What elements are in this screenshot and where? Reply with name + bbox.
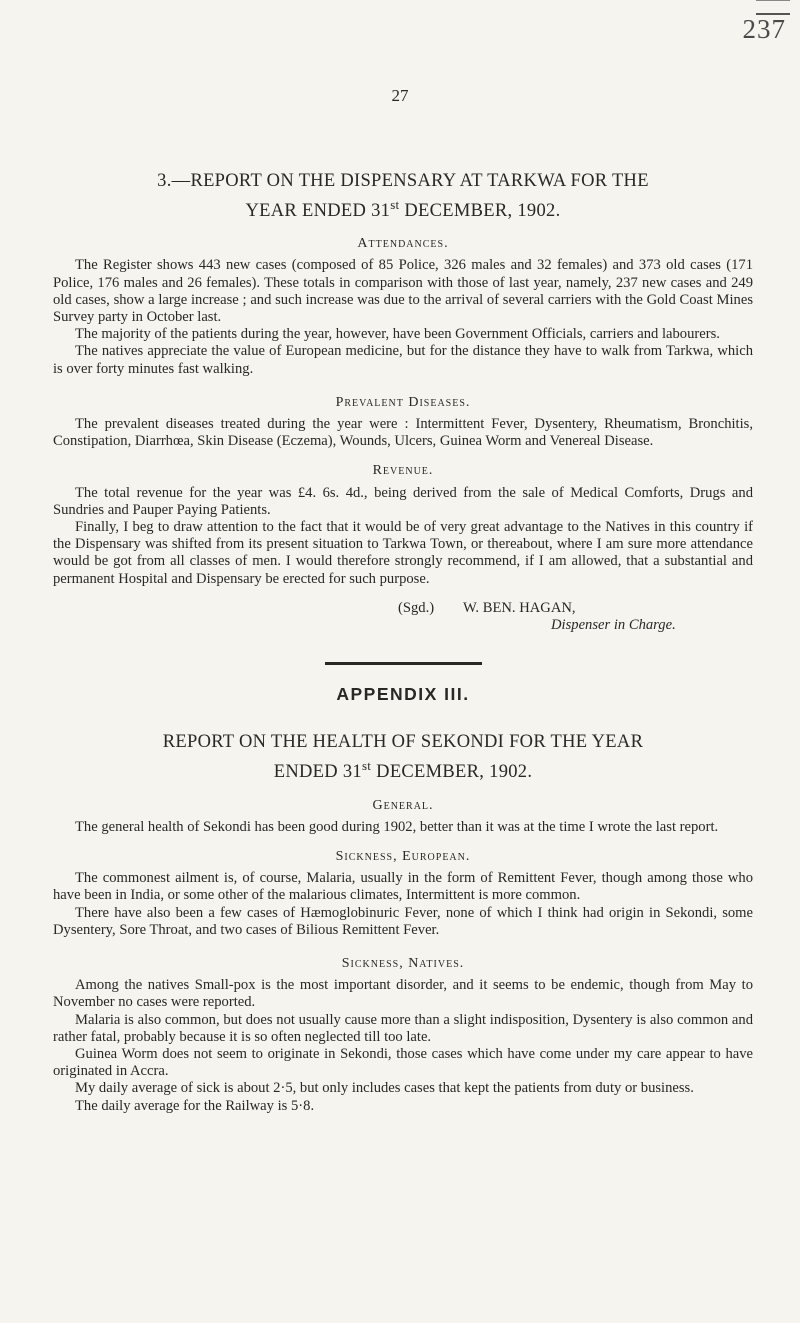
prevalent-diseases-heading: Prevalent Diseases. [335, 394, 471, 410]
sickness-natives-heading: Sickness, Natives. [341, 956, 465, 971]
signature-block [53, 600, 753, 634]
title-line-2a: YEAR ENDED 31 [245, 201, 391, 222]
appendix-title-line-2b: DECEMBER, 1902. [371, 762, 533, 783]
natives-paragraph-3: Guinea Worm does not seem to originate in Sekondi, those cases which have come under my care appear to have originated in Accra. [53, 1046, 753, 1080]
stamp-page-number: 237 [742, 14, 786, 44]
appendix-title-line-1: REPORT ON THE HEALTH OF SEKONDI FOR THE YEAR [162, 732, 644, 753]
natives-paragraph-2: Malaria is also common, but does not usually cause more than a slight indisposition, Dysentery is also common and rather fatal, probably because it is so often neglected till too late. [53, 1011, 753, 1045]
attendances-paragraph-3: The natives appreciate the value of European medicine, but for the distance they have to walk from Tarkwa, which is over forty minutes fast walking. [53, 343, 753, 377]
sekondi-report-title [53, 731, 753, 784]
page-number: 27 [391, 86, 409, 105]
attendances-paragraph-1: The Register shows 443 new cases (composed of 85 Police, 326 males and 32 females) and 373 old cases (171 Police, 176 males and 26 females). These totals in comparison with those of last year, namely, 237 new cases and 249 old cases, show a large increase ; and such increase was due to the arrival of several carriers with the Gold Coast Mines Survey party in October last. [53, 257, 753, 325]
european-paragraph-2: There have also been a few cases of Hæmoglobinuric Fever, none of which I think had origin in Sekondi, some Dysentery, Sore Throat, and two cases of Bilious Remittent Fever. [53, 904, 753, 938]
european-paragraph-1: The commonest ailment is, of course, Malaria, usually in the form of Remittent Fever, though among those who have been in India, or some other of the malarious climates, Intermittent is more common. [53, 870, 753, 904]
attendances-heading: Attendances. [357, 236, 449, 252]
general-paragraph-1: The general health of Sekondi has been good during 1902, better than it was at the time I wrote the last report. [75, 818, 719, 835]
section-divider [325, 662, 482, 665]
natives-paragraph-1: Among the natives Small-pox is the most important disorder, and it seems to be endemic, though from May to November no cases were reported. [53, 977, 753, 1011]
sickness-european-heading: Sickness, European. [335, 848, 471, 864]
revenue-heading: Revenue. [372, 463, 434, 479]
prevalent-paragraph-1: The prevalent diseases treated during the year were : Intermittent Fever, Dysentery, Rheumatism, Bronchitis, Constipation, Diarrhœa, Skin Disease (Eczema), Wounds, Ulcers, Guinea Worm and Venereal Disease. [53, 415, 753, 450]
document-body [53, 170, 753, 1115]
revenue-paragraph-1: The total revenue for the year was £4. 6s. 4d., being derived from the sale of Medical Comforts, Drugs and Sundries and Pauper Paying Patients. [53, 484, 753, 518]
appendix-title-line-2-sup: st [361, 758, 372, 774]
title-line-2b: DECEMBER, 1902. [399, 201, 561, 222]
dispensary-report-title [53, 170, 753, 223]
library-stamp-mark [756, 0, 790, 15]
signature-role: Dispenser in Charge. [551, 617, 676, 634]
revenue-paragraph-2: Finally, I beg to draw attention to the fact that it would be of very great advantage to the Natives in this country if the Dispensary was shifted from its present situation to Tarkwa Town, or thereabout, where I am sure more attendance would be got from all classes of men. I would therefore strongly recommend, if I am allowed, that a substantial and permanent Hospital and Dispensary be erected for such purpose. [53, 519, 753, 587]
title-line-1: 3.—REPORT ON THE DISPENSARY AT TARKWA FOR THE [157, 171, 649, 191]
natives-paragraph-4: My daily average of sick is about 2·5, but only includes cases that kept the patients from duty or business. [75, 1080, 694, 1097]
appendix-title-line-2a: ENDED 31 [273, 762, 362, 783]
title-line-2-sup: st [390, 197, 400, 212]
natives-paragraph-5: The daily average for the Railway is 5·8. [75, 1097, 315, 1114]
general-heading: General. [372, 797, 434, 813]
appendix-title: APPENDIX III. [336, 684, 470, 705]
attendances-paragraph-2: The majority of the patients during the year, however, have been Government Officials, carriers and labourers. [75, 326, 720, 343]
signature-line: (Sgd.) W. BEN. HAGAN, [398, 599, 576, 616]
